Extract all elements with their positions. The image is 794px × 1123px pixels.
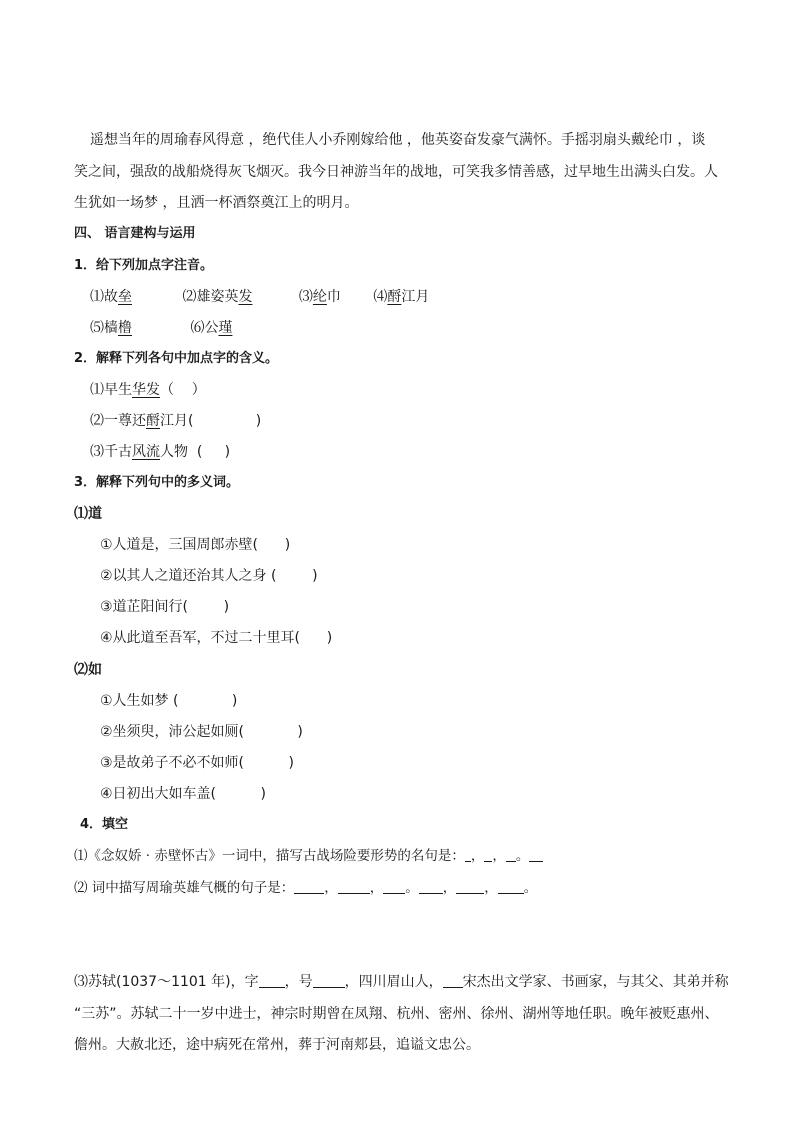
- fill-blank[interactable]: [338, 879, 370, 894]
- q1-item-marked: 瑾: [218, 320, 233, 336]
- q1-item-text: 巾: [326, 289, 341, 305]
- fill-blank[interactable]: [443, 973, 463, 988]
- punct: 。: [515, 848, 530, 864]
- fill-blank[interactable]: [294, 879, 324, 894]
- q4-title: 4．填空: [80, 817, 129, 832]
- q3-item[interactable]: ③道芷阳间行( ): [100, 599, 230, 615]
- q2-item-num: ⑴: [90, 382, 104, 398]
- q1-item-marked: 酹: [387, 289, 402, 305]
- q2-item-text: 千古: [104, 444, 132, 460]
- fill-blank[interactable]: [529, 847, 543, 862]
- punct: ，: [470, 848, 485, 864]
- punct: ，: [324, 880, 338, 896]
- q1-row-2: [90, 318, 232, 338]
- q1-item-marked: 橹: [118, 320, 132, 336]
- q3-item[interactable]: ④日初出大如车盖( ): [100, 786, 266, 802]
- q2-item-num: ⑶: [90, 444, 104, 460]
- punct: ，: [369, 880, 384, 896]
- q2-item-text: 人物: [160, 444, 188, 460]
- q4-item-text: ⑶苏轼(1037～1101 年)，字: [74, 974, 259, 990]
- q1-item-num: ⑴: [90, 289, 104, 305]
- q2-item-text: 江月: [160, 413, 188, 429]
- q1-item-num: ⑹: [190, 320, 205, 336]
- fill-blank[interactable]: [506, 847, 516, 862]
- q2-item-1: [90, 380, 206, 400]
- q1-item-marked: 纶: [312, 289, 327, 305]
- punct: 。: [405, 880, 419, 896]
- q2-item-text: 早生: [104, 382, 132, 398]
- q3-item[interactable]: ④从此道至吾军，不过二十里耳( ): [100, 630, 333, 646]
- fill-blank[interactable]: [419, 879, 443, 894]
- fill-blank[interactable]: [259, 973, 285, 988]
- q1-item-4: [373, 287, 429, 307]
- q3-item[interactable]: ②坐须臾，沛公起如厕( ): [100, 724, 303, 740]
- q1-item-text: 公: [204, 320, 219, 336]
- q3-group-label: ⑵如: [74, 662, 102, 678]
- q2-item-marked: 风流: [132, 444, 160, 460]
- answer-blank[interactable]: （ ）: [160, 382, 206, 398]
- q3-item[interactable]: ①人道是，三国周郎赤壁( ): [100, 537, 291, 553]
- q1-item-num: ⑵: [182, 289, 197, 305]
- q2-item-marked: 华发: [132, 382, 160, 398]
- q4-item-1: [74, 846, 543, 866]
- q1-item-marked: 发: [238, 289, 253, 305]
- q1-item-num: ⑶: [298, 289, 313, 305]
- q2-item-text: 一尊还: [104, 413, 146, 429]
- q2-title: 2．解释下列各句中加点字的含义。: [74, 351, 279, 366]
- q4-item-text: ⑴《念奴娇 · 赤壁怀古》一词中，描写古战场险要形势的名句是：: [74, 848, 465, 864]
- q2-item-2: [90, 411, 261, 431]
- q1-row-1: [90, 287, 429, 307]
- q1-title: 1．给下列加点字注音。: [74, 258, 214, 273]
- punct: ，: [484, 880, 498, 896]
- q1-item-6: [190, 318, 232, 338]
- section-heading: 四、 语言建构与运用: [74, 226, 196, 241]
- q4-item-text: ，号: [284, 974, 313, 990]
- q1-item-5: [90, 318, 186, 338]
- q4-item-3-line-1: [74, 972, 729, 992]
- q4-item-3-line-3: 儋州。大赦北还，途中病死在常州，葬于河南郏县，追谥文忠公。: [74, 1037, 480, 1053]
- q2-item-3: [90, 442, 230, 462]
- translation-line-2: 笑之间，强敌的战船烧得灰飞烟灭。我今日神游当年的战地，可笑我多情善感，过早地生出满头白发。人: [74, 164, 718, 180]
- fill-blank[interactable]: [383, 879, 405, 894]
- translation-line-3: 生犹如一场梦 ，且洒一杯酒祭奠江上的明月。: [74, 195, 359, 211]
- translation-line-1: 遥想当年的周瑜春风得意 ，绝代佳人小乔刚嫁给他 ，他英姿奋发豪气满怀。手摇羽扇头戴纶巾 ，谈: [90, 132, 706, 148]
- punct: 。: [523, 880, 538, 896]
- q4-item-text: ⑵ 词中描写周瑜英雄气概的句子是：: [74, 880, 295, 896]
- q2-item-num: ⑵: [90, 413, 104, 429]
- answer-blank[interactable]: ( ): [188, 444, 231, 460]
- q1-item-text: 樯: [104, 320, 118, 336]
- q4-item-text: ，四川眉山人，: [344, 974, 443, 990]
- q1-item-text: 江月: [401, 289, 430, 305]
- q3-group-label: ⑴道: [74, 506, 102, 522]
- fill-blank[interactable]: [498, 879, 524, 894]
- q4-item-3-line-2: “三苏”。苏轼二十一岁中进士，神宗时期曾在凤翔、杭州、密州、徐州、湖州等地任职。晚年被贬惠州、: [74, 1006, 719, 1022]
- q3-item[interactable]: ③是故弟子不必不如师( ): [100, 755, 294, 771]
- punct: ，: [492, 848, 506, 864]
- q1-item-num: ⑸: [90, 320, 104, 336]
- punct: ，: [442, 880, 457, 896]
- q3-item[interactable]: ②以其人之道还治其人之身 ( ): [100, 568, 318, 584]
- q1-item-1: [90, 287, 178, 307]
- q1-item-num: ⑷: [373, 289, 388, 305]
- q4-item-text: 宋杰出文学家、书画家，与其父、其弟并称: [462, 974, 729, 990]
- q1-item-text: 故: [104, 289, 118, 305]
- q1-item-text: 雄姿英: [196, 289, 239, 305]
- fill-blank[interactable]: [313, 973, 345, 988]
- q3-item[interactable]: ①人生如梦 ( ): [100, 693, 238, 709]
- q2-item-marked: 酹: [146, 413, 160, 429]
- q1-item-2: [182, 287, 294, 307]
- fill-blank[interactable]: [456, 879, 484, 894]
- q1-item-marked: 垒: [118, 289, 132, 305]
- q4-item-2: [74, 878, 537, 898]
- answer-blank[interactable]: ( ): [188, 413, 262, 429]
- q1-item-3: [299, 287, 369, 307]
- q3-title: 3．解释下列句中的多义词。: [74, 475, 240, 490]
